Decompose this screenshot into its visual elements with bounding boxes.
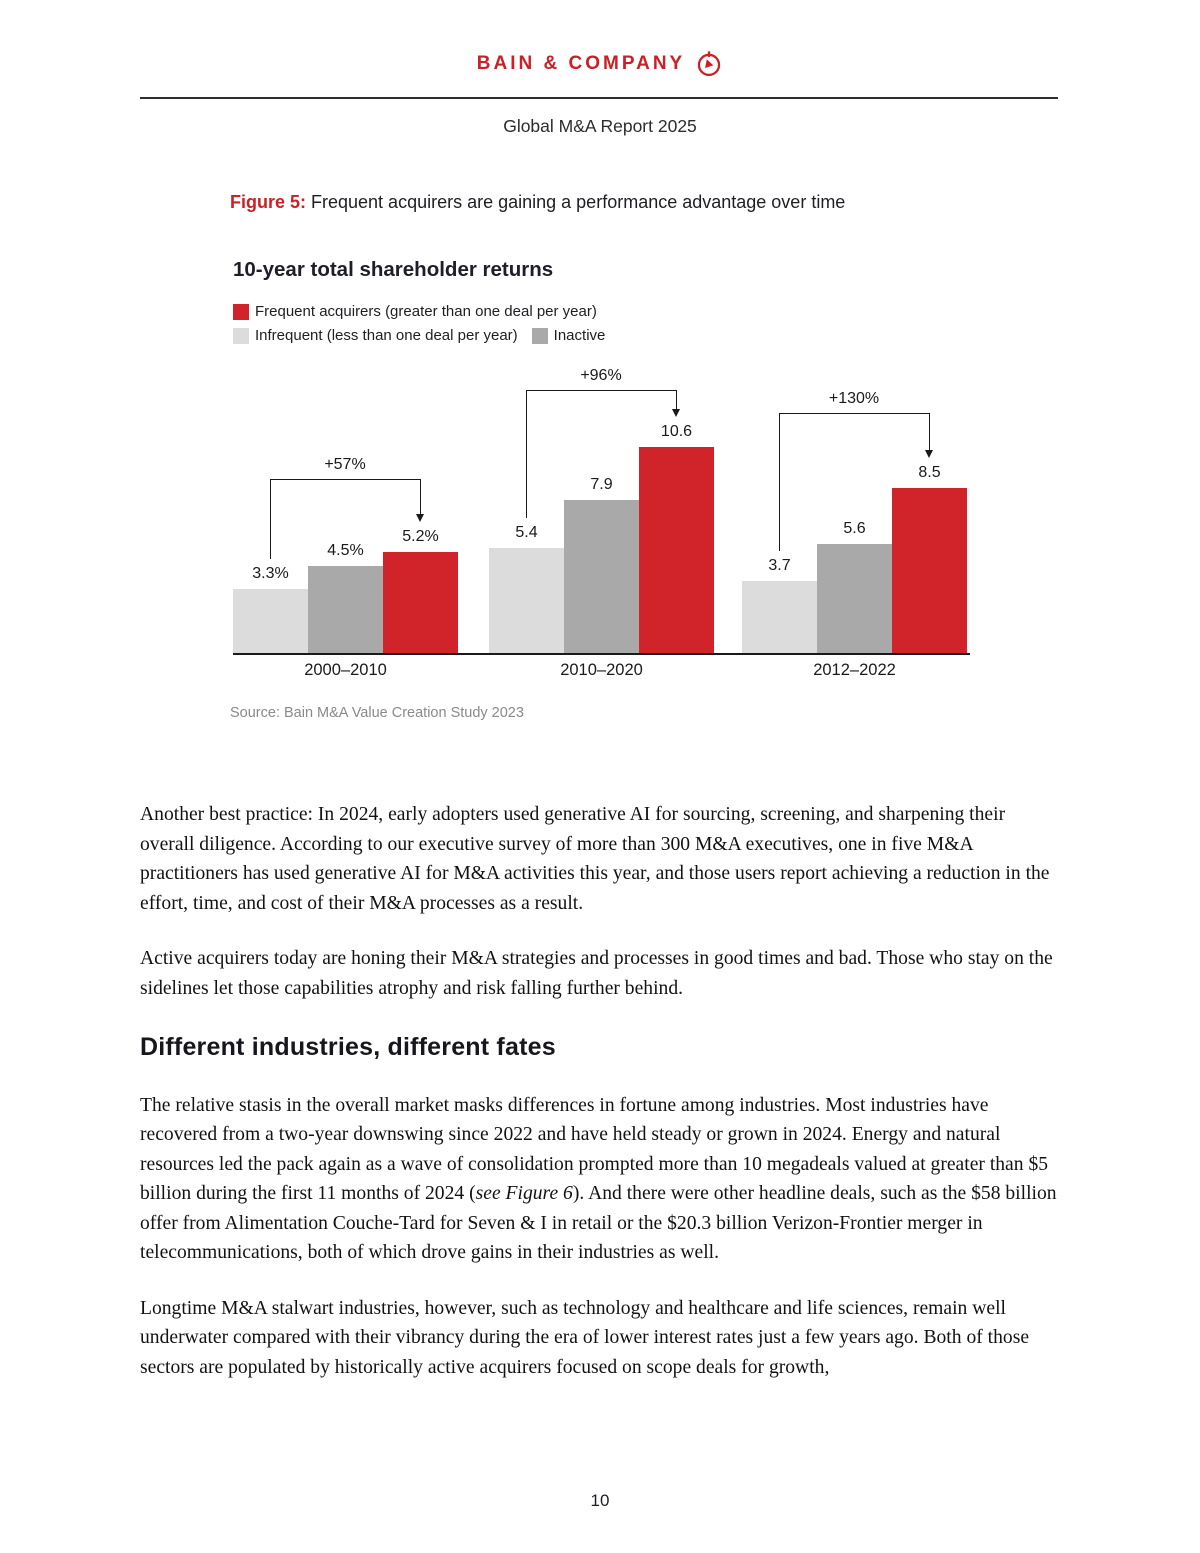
annotation-bracket-left-line	[526, 390, 527, 518]
annotation-arrowhead	[672, 409, 680, 417]
annotation-arrowhead	[416, 514, 424, 522]
figure-caption	[230, 192, 845, 213]
page-number: 10	[590, 1491, 610, 1510]
bar-value-label: 3.3%	[252, 565, 289, 582]
paragraph-3	[140, 1091, 1061, 1268]
figure-caption-text: Frequent acquirers are gaining a performance advantage over time	[311, 192, 846, 212]
brand-wordmark: BAIN & COMPANY	[476, 53, 686, 74]
paragraph-3-pre: The relative stasis in the overall market masks differences in fortune among industries. Most industries have recovered from a two-year downswing since 2022 and have held steady or grown in 2024. Energy and natural resources led the pack again as a wave of consolidation prompted more than 10 megadeals valued at greater than $5 billion during the first 11 months of 2024 (	[140, 1094, 1049, 1204]
paragraph-4: Longtime M&A stalwart industries, however, such as technology and healthcare and life sciences, remain well underwater compared with their vibrancy during the era of lower interest rates just a few years ago. Both of those sectors are populated by historically active acquirers focused on scope deals for growth,	[140, 1297, 1030, 1378]
paragraph-1: Another best practice: In 2024, early adopters used generative AI for sourcing, screening, and sharpening their overall diligence. According to our executive survey of more than 300 M&A executives, one in five M&A practitioners has used generative AI for M&A activities this year, and those users report achieving a reduction in the effort, time, and cost of their M&A processes as a result.	[140, 804, 1050, 914]
bar-frequent-2000–2010	[383, 552, 458, 653]
category-label-2000–2010: 2000–2010	[304, 661, 387, 679]
legend-label-inactive: Inactive	[553, 327, 606, 344]
bar-value-label: 4.5%	[327, 542, 364, 559]
legend-item-frequent	[233, 300, 597, 324]
paragraph-2: Active acquirers today are honing their M&A strategies and processes in good times and bad. Those who stay on the sidelines let those capabilities atrophy and risk falling further behind.	[140, 948, 1053, 999]
category-label-2012–2022: 2012–2022	[813, 661, 896, 679]
legend-swatch-frequent	[233, 304, 249, 320]
annotation-arrow-line	[420, 479, 421, 514]
annotation-bracket	[270, 479, 420, 480]
annotation-bracket	[779, 413, 929, 414]
chart-legend	[233, 300, 613, 348]
bar-value-label: 10.6	[660, 423, 693, 440]
header-divider	[140, 97, 1058, 99]
bar-value-label: 8.5	[918, 464, 941, 481]
bar-value-label: 7.9	[590, 476, 613, 493]
category-label-2010–2020: 2010–2020	[560, 661, 643, 679]
report-title: Global M&A Report 2025	[503, 116, 697, 136]
bar-value-label: 5.4	[515, 524, 538, 541]
legend-item-inactive	[532, 324, 606, 348]
bar-infrequent-2000–2010	[233, 589, 308, 653]
legend-item-infrequent	[233, 324, 518, 348]
annotation-arrow-line	[676, 390, 677, 409]
page-header	[0, 50, 1200, 78]
x-axis-labels	[233, 661, 970, 683]
source-note: Source: Bain M&A Value Creation Study 2023	[230, 705, 524, 721]
legend-row-1	[233, 300, 613, 324]
bar-group-2010–2020	[489, 361, 714, 653]
annotation-bracket	[526, 390, 676, 391]
bar-inactive-2000–2010	[308, 566, 383, 653]
figure-6-reference: see Figure 6	[475, 1183, 573, 1204]
bar-infrequent-2010–2020	[489, 548, 564, 653]
legend-row-2	[233, 324, 613, 348]
bar-infrequent-2012–2022	[742, 581, 817, 653]
bar-inactive-2012–2022	[817, 544, 892, 653]
figure-label: Figure 5:	[230, 192, 307, 212]
bar-inactive-2010–2020	[564, 500, 639, 653]
section-heading: Different industries, different fates	[140, 1033, 556, 1061]
bain-compass-icon	[695, 50, 723, 78]
bar-value-label: 3.7	[768, 557, 791, 574]
bar-group-2000–2010	[233, 361, 458, 653]
legend-swatch-inactive	[532, 328, 548, 344]
annotation-arrow-line	[929, 413, 930, 450]
bar-chart	[233, 361, 970, 655]
legend-label-frequent: Frequent acquirers (greater than one deal per year)	[255, 303, 597, 320]
body-text	[140, 800, 1061, 1408]
bar-value-label: 5.2%	[402, 528, 439, 545]
chart-title: 10-year total shareholder returns	[233, 258, 554, 281]
annotation-label: +57%	[324, 456, 366, 473]
annotation-bracket-left-line	[270, 479, 271, 559]
legend-swatch-infrequent	[233, 328, 249, 344]
annotation-arrowhead	[925, 450, 933, 458]
legend-label-infrequent: Infrequent (less than one deal per year)	[255, 327, 518, 344]
bar-frequent-2010–2020	[639, 447, 714, 653]
bar-frequent-2012–2022	[892, 488, 967, 653]
x-axis-baseline	[233, 653, 970, 655]
paragraph-3-post: ). And there were other headline deals, such as the $58 billion offer from Alimentation Couche-Tard for Seven & I in retail or the $20.3 billion Verizon-Frontier merger in telecommunications, both of which drove gains in their industries as well.	[140, 1183, 1057, 1263]
bar-group-2012–2022	[742, 361, 967, 653]
annotation-bracket-left-line	[779, 413, 780, 551]
page-footer	[0, 1491, 1200, 1511]
bar-value-label: 5.6	[843, 520, 866, 537]
annotation-label: +96%	[580, 367, 622, 384]
annotation-label: +130%	[828, 390, 880, 407]
